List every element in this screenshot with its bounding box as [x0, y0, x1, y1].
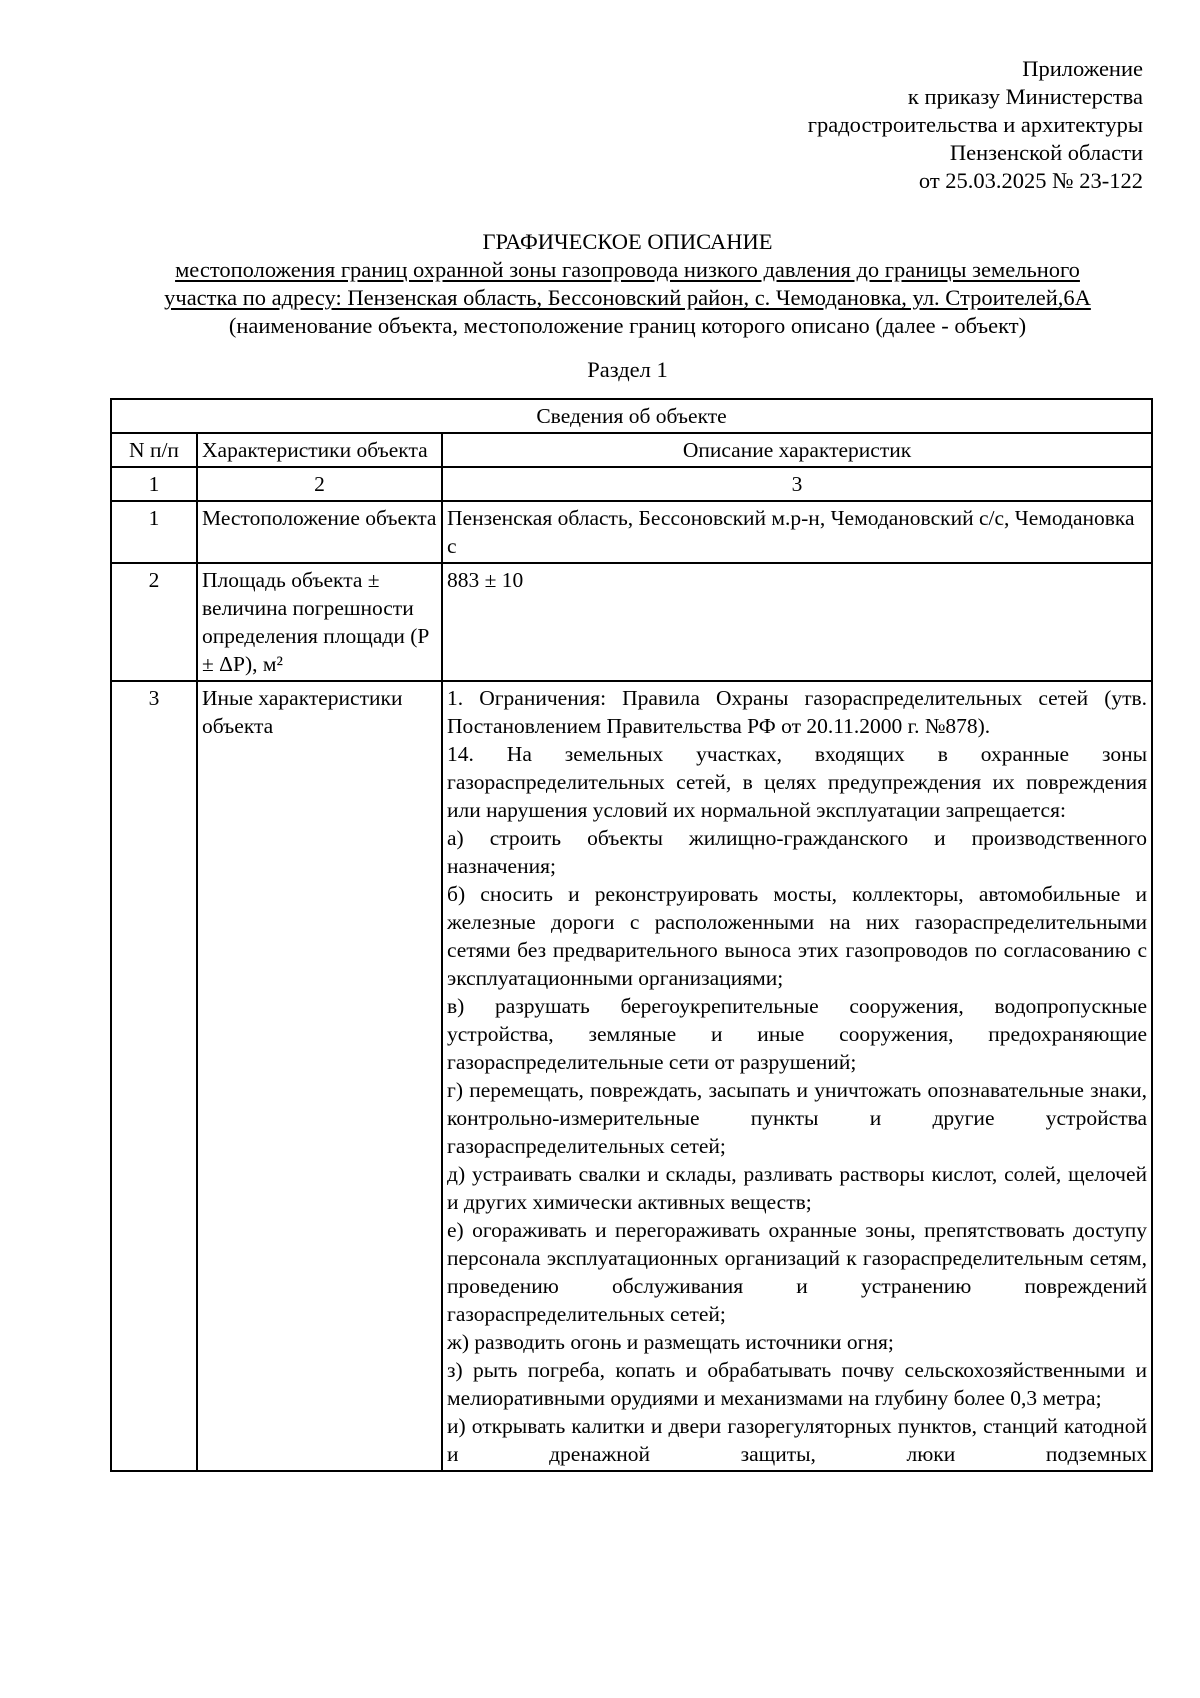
restriction-paragraph: д) устраивать свалки и склады, разливать растворы кислот, солей, щелочей и других химически активных веществ; [447, 1162, 1148, 1214]
appendix-line: Пензенской области [949, 140, 1143, 165]
row-number: 2 [111, 563, 197, 681]
appendix-line: от 25.03.2025 № 23-122 [918, 168, 1143, 193]
appendix-block [808, 55, 1143, 195]
table-row [111, 681, 1152, 1471]
row-description: 883 ± 10 [442, 563, 1152, 681]
row-characteristic: Иные характеристики объекта [197, 681, 442, 1471]
row-characteristic: Площадь объекта ± величина погрешности определения площади (Р ± ΔР), м² [197, 563, 442, 681]
row-description: Пензенская область, Бессоновский м.р-н, Чемодановский с/с, Чемодановка с [442, 501, 1152, 563]
row-description [442, 681, 1152, 1471]
restriction-paragraph: а) строить объекты жилищно-гражданского и производственного назначения; [447, 826, 1148, 878]
table-caption: Сведения об объекте [111, 399, 1152, 433]
column-header: N п/п [111, 433, 197, 467]
object-name-line: местоположения границ охранной зоны газопровода низкого давления до границы земельного [175, 257, 1080, 282]
row-number: 1 [111, 501, 197, 563]
restriction-paragraph: и) открывать калитки и двери газорегуляторных пунктов, станций катодной и дренажной защиты, люки подземных [447, 1414, 1148, 1466]
object-name-line: участка по адресу: Пензенская область, Бессоновский район, с. Чемодановка, ул. Строителей,6А [164, 285, 1091, 310]
table-row [111, 563, 1152, 681]
restriction-paragraph: в) разрушать берегоукрепительные сооружения, водопропускные устройства, земляные и иные сооружения, предохраняющие газораспределительные сети от разрушений; [447, 994, 1148, 1074]
restriction-paragraph: 1. Ограничения: Правила Охраны газораспределительных сетей (утв. Постановлением Правительства РФ от 20.11.2000 г. №878). [447, 686, 1148, 738]
row-characteristic: Местоположение объекта [197, 501, 442, 563]
document-heading: ГРАФИЧЕСКОЕ ОПИСАНИЕ [482, 229, 773, 254]
column-header: Характеристики объекта [197, 433, 442, 467]
object-name-caption: (наименование объекта, местоположение границ которого описано (далее - объект) [228, 313, 1027, 338]
object-info-table [110, 398, 1153, 1472]
appendix-line: к приказу Министерства [907, 84, 1143, 109]
appendix-line: градостроительства и архитектуры [807, 112, 1143, 137]
column-number: 1 [111, 467, 197, 501]
restriction-paragraph: ж) разводить огонь и размещать источники огня; [447, 1330, 894, 1354]
restriction-paragraph: з) рыть погреба, копать и обрабатывать почву сельскохозяйственными и мелиоративными орудиями и механизмами на глубину более 0,3 метра; [447, 1358, 1148, 1410]
table-row [111, 501, 1152, 563]
title-block [100, 228, 1155, 340]
row-number: 3 [111, 681, 197, 1471]
column-header: Описание характеристик [442, 433, 1152, 467]
appendix-line: Приложение [1022, 56, 1143, 81]
section-label: Раздел 1 [587, 357, 668, 382]
column-number: 3 [442, 467, 1152, 501]
restriction-paragraph: г) перемещать, повреждать, засыпать и уничтожать опознавательные знаки, контрольно-измерительные пункты и другие устройства газораспределительных сетей; [447, 1078, 1148, 1158]
column-number: 2 [197, 467, 442, 501]
restriction-paragraph: е) огораживать и перегораживать охранные зоны, препятствовать доступу персонала эксплуатационных организаций к газораспределительным сетям, проведению обслуживания и устранению повреждений газораспределительных сетей; [447, 1218, 1148, 1326]
restriction-paragraph: б) сносить и реконструировать мосты, коллекторы, автомобильные и железные дороги с расположенными на них газораспределительными сетями без предварительного выноса этих газопроводов по согласованию с эксплуатационными организациями; [447, 882, 1148, 990]
restriction-paragraph: 14. На земельных участках, входящих в охранные зоны газораспределительных сетей, в целях предупреждения их повреждения или нарушения условий их нормальной эксплуатации запрещается: [447, 742, 1148, 822]
